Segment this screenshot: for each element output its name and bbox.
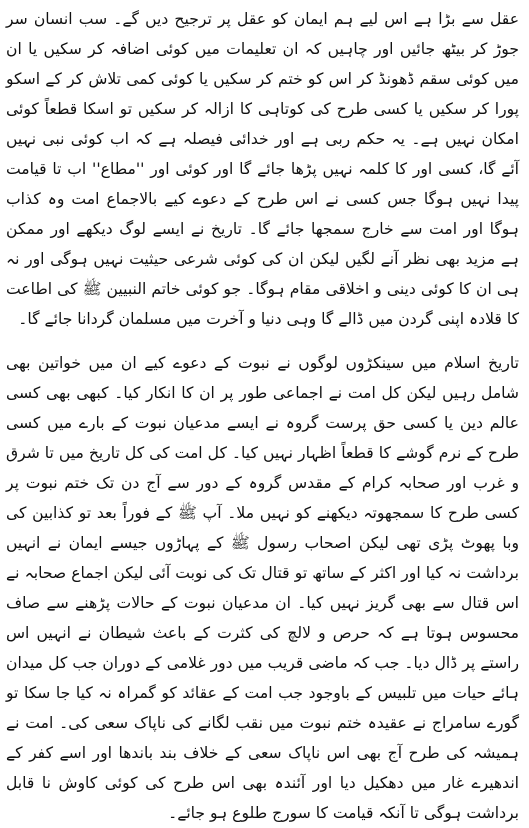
paragraph: عقل سے بڑا ہے اس لیے ہم ایمان کو عقل پر ترجیح دیں گے۔ سب انسان سر جوڑ کر بیٹھ جائیں اور چاہیں کہ ان تعلیمات میں کوئی اضافہ کر سکیں یا ان میں کوئی سقم ڈھونڈ کر اس کو ختم کر سکیں یا کوئی کمی تلاش کر کے اسکو پورا کر سکیں یا کسی طرح کی کوتاہی کا ازالہ کر سکیں تو اسکا قطعاً کوئی امکان نہیں ہے۔ یہ حکم ربی ہے اور خدائی فیصلہ ہے کہ اب کوئی نبی نہیں آئے گا، کسی اور کا کلمہ نہیں پڑھا جائے گا اور کوئی اور ''مطاع'' اب تا قیامت پیدا نہیں ہوگا جس کسی نے اس طرح کے دعوے کیے بالاجماع امت وہ کذاب ہوگا اور امت سے خارج سمجھا جائے گا۔ تاریخ نے ایسے لوگ دیکھے اور ممکن ہے مزید بھی نظر آنے لگیں لیکن ان کی کوئی شرعی حیثیت نہیں ہوگی اور نہ ہی ان کا کوئی دینی و اخلاقی مقام ہوگا۔ جو کوئی خاتم النبیین ﷺ کی اطاعت کا قلادہ اپنی گردن میں ڈالے گا وہی دنیا و آخرت میں مسلمان گردانا جائے گا۔ bbox=[6, 10, 519, 328]
paragraph: تاریخ اسلام میں سینکڑوں لوگوں نے نبوت کے دعوے کیے ان میں خواتین بھی شامل رہیں لیکن کل امت نے اجماعی طور پر ان کا انکار کیا۔ کبھی بھی کسی عالم دین یا کسی حق پرست گروہ نے ایسے مدعیان نبوت کے بارے میں کسی طرح کے نرم گوشے کا قطعاً اظہار نہیں کیا۔ کل امت کی کل تاریخ میں تا شرق و غرب اور صحابہ کرام کے مقدس گروہ کے دور سے آج دن تک ختم نبوت پر کسی طرح کا سمجھوتہ دیکھنے کو نہیں ملا۔ آپ ﷺ کے فوراً بعد تو کذابین کی وبا پھوٹ پڑی تھی لیکن اصحاب رسول ﷺ کے پہاڑوں جیسے ایمان نے انہیں برداشت نہ کیا اور اکثر کے ساتھ تو قتال تک کی نوبت آئی لیکن اجماع صحابہ نے اس قتال سے بھی گریز نہیں کیا۔ ان مدعیان نبوت کے حالات پڑھنے سے صاف محسوس ہوتا ہے کہ حرص و لالچ کی کثرت کے باعث شیطان نے انہیں اس راستے پر ڈال دیا۔ جب کہ ماضی قریب میں دور غلامی کے دوران جب کل میدان ہائے حیات میں تلبیس کے باوجود جب امت کے عقائد کو گمراہ نہ کیا جا سکا تو گورے سامراج نے عقیدہ ختم نبوت میں نقب لگانے کی ناپاک سعی کی۔ امت نے ہمیشہ کی طرح آج بھی اس ناپاک سعی کے خلاف بند باندھا اور اسے کفر کے اندھیرے غار میں دھکیل دیا اور آئندہ بھی اس طرح کی کوئی کاوش نا قابل برداشت ہوگی تا آنکہ قیامت کا سورج طلوع ہو جائے۔ bbox=[6, 354, 519, 822]
